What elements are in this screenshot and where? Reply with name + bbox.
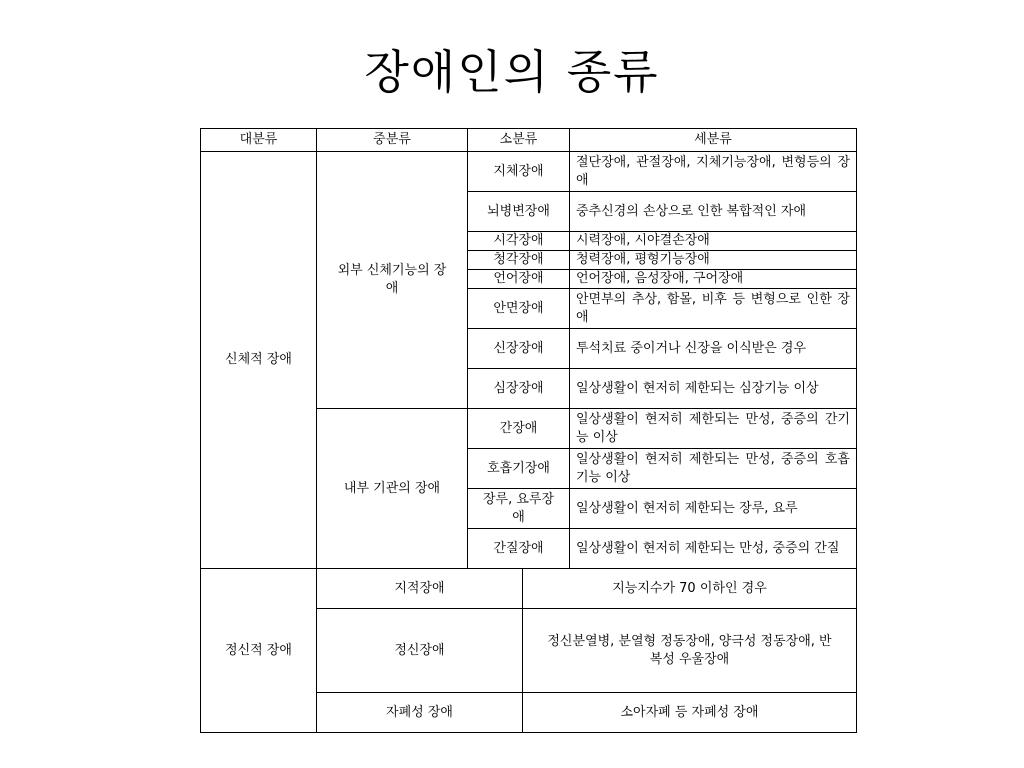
detail-cell: 투석치료 중이거나 신장을 이식받은 경우 <box>570 329 857 369</box>
minor-category: 언어장애 <box>468 270 570 289</box>
page-title: 장애인의 종류 <box>364 45 660 99</box>
header-minor: 소분류 <box>468 129 570 152</box>
detail-cell: 언어장애, 음성장애, 구어장애 <box>570 270 857 289</box>
minor-category: 뇌병변장애 <box>468 192 570 232</box>
minor-category: 안면장애 <box>468 289 570 329</box>
minor-category: 간장애 <box>468 409 570 449</box>
table-row <box>201 152 857 192</box>
major-category-mental: 정신적 장애 <box>201 569 317 733</box>
detail-cell: 일상생활이 현저히 제한되는 장루, 요루 <box>570 489 857 529</box>
detail-cell: 일상생활이 현저히 제한되는 만성, 중증의 호흡기능 이상 <box>570 449 857 489</box>
detail-cell: 안면부의 추상, 함몰, 비후 등 변형으로 인한 장애 <box>570 289 857 329</box>
minor-category: 청각장애 <box>468 251 570 270</box>
middle-category: 자폐성 장애 <box>317 693 523 733</box>
minor-category: 지체장애 <box>468 152 570 192</box>
middle-category-internal: 내부 기관의 장애 <box>317 409 468 569</box>
header-middle: 중분류 <box>317 129 468 152</box>
minor-category: 시각장애 <box>468 232 570 251</box>
minor-category: 간질장애 <box>468 529 570 569</box>
detail-cell: 시력장애, 시야결손장애 <box>570 232 857 251</box>
table-row <box>201 569 857 609</box>
detail-cell: 절단장애, 관절장애, 지체기능장애, 변형등의 장애 <box>570 152 857 192</box>
detail-cell: 청력장애, 평형기능장애 <box>570 251 857 270</box>
minor-category: 장루, 요루장애 <box>468 489 570 529</box>
middle-category: 정신장애 <box>317 609 523 693</box>
middle-category-external: 외부 신체기능의 장애 <box>317 152 468 409</box>
minor-category: 심장장애 <box>468 369 570 409</box>
detail-cell: 중추신경의 손상으로 인한 복합적인 자애 <box>570 192 857 232</box>
header-major: 대분류 <box>201 129 317 152</box>
major-category-physical: 신체적 장애 <box>201 152 317 569</box>
detail-cell: 소아자폐 등 자폐성 장애 <box>523 693 857 733</box>
table-header-row <box>201 129 857 152</box>
detail-cell: 지능지수가 70 이하인 경우 <box>523 569 857 609</box>
detail-cell: 일상생활이 현저히 제한되는 만성, 중증의 간질 <box>570 529 857 569</box>
header-detail: 세분류 <box>570 129 857 152</box>
detail-cell: 정신분열병, 분열형 정동장애, 양극성 정동장애, 반복성 우울장애 <box>523 609 857 693</box>
minor-category: 신장장애 <box>468 329 570 369</box>
detail-cell: 일상생활이 현저히 제한되는 심장기능 이상 <box>570 369 857 409</box>
detail-cell: 일상생활이 현저히 제한되는 만성, 중증의 간기능 이상 <box>570 409 857 449</box>
minor-category: 호흡기장애 <box>468 449 570 489</box>
middle-category: 지적장애 <box>317 569 523 609</box>
disability-classification-table <box>200 128 857 733</box>
